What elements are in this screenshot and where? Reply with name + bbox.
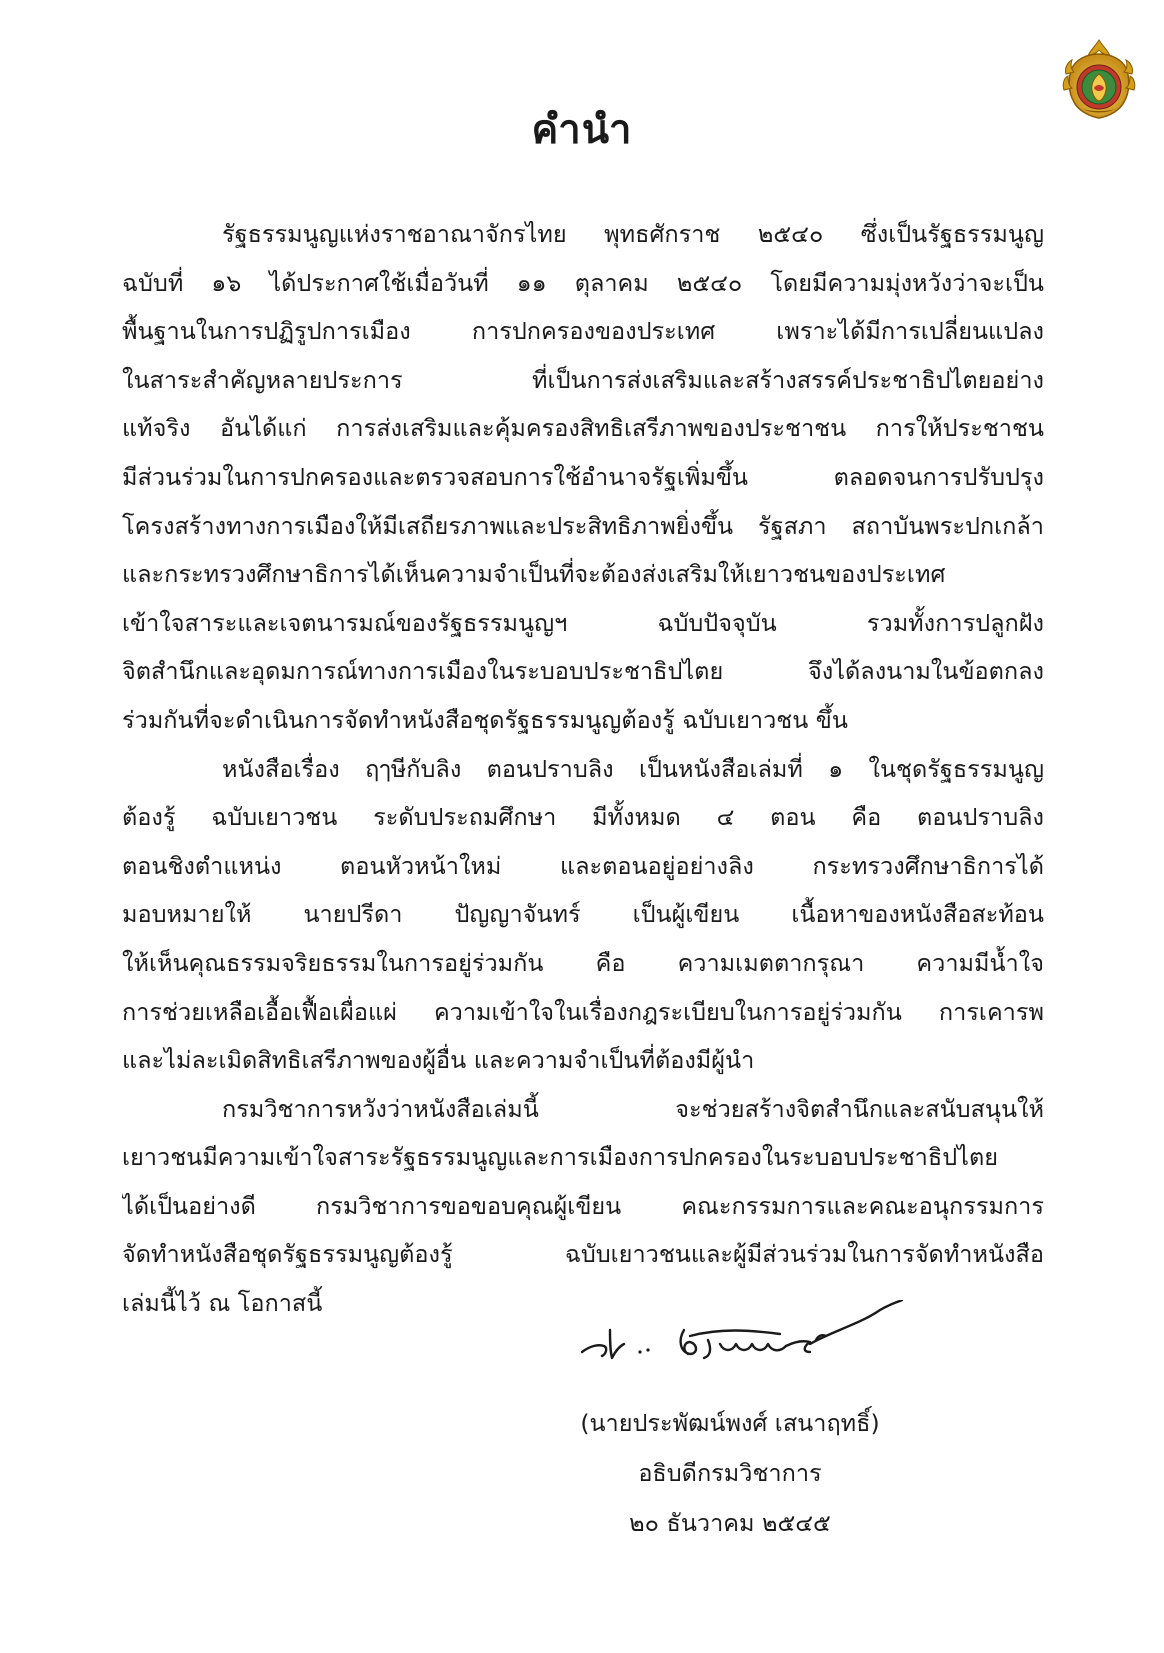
body-text — [122, 210, 1044, 1328]
page-title: คำนำ — [531, 107, 633, 153]
paragraph-1 — [122, 210, 1044, 745]
text-line: รัฐธรรมนูญแห่งราชอาณาจักรไทย พุทธศักราช ๒๕๔๐ ซึ่งเป็นรัฐธรรมนูญ — [222, 220, 1044, 248]
text-line: ฉบับที่ ๑๖ ได้ประกาศใช้เมื่อวันที่ ๑๑ ตุลาคม ๒๕๔๐ โดยมีความมุ่งหวังว่าจะเป็น — [122, 268, 1044, 297]
paragraph-2 — [122, 745, 1044, 1085]
text-line: จิตสำนึกและอุดมการณ์ทางการเมืองในระบอบประชาธิปไตย จึงได้ลงนามในข้อตกลง — [122, 657, 1044, 686]
text-line: โครงสร้างทางการเมืองให้มีเสถียรภาพและประสิทธิภาพยิ่งขึ้น รัฐสภา สถาบันพระปกเกล้า — [122, 511, 1044, 540]
text-line: การช่วยเหลือเอื้อเฟื้อเผื่อแผ่ ความเข้าใจในเรื่องกฎระเบียบในการอยู่ร่วมกัน การเคารพ — [122, 997, 1044, 1026]
text-line: ตอนชิงตำแหน่ง ตอนหัวหน้าใหม่ และตอนอยู่อย่างลิง กระทรวงศึกษาธิการได้ — [122, 851, 1044, 880]
text-line: และกระทรวงศึกษาธิการได้เห็นความจำเป็นที่จะต้องส่งเสริมให้เยาวชนของประเทศ — [122, 560, 946, 589]
text-line: แท้จริง อันได้แก่ การส่งเสริมและคุ้มครองสิทธิเสรีภาพของประชาชน การให้ประชาชน — [122, 414, 1044, 443]
text-line: มีส่วนร่วมในการปกครองและตรวจสอบการใช้อำนาจรัฐเพิ่มขึ้น ตลอดจนการปรับปรุง — [122, 462, 1044, 491]
text-line: พื้นฐานในการปฏิรูปการเมือง การปกครองของประเทศ เพราะได้มีการเปลี่ยนแปลง — [122, 317, 1044, 346]
text-line: เล่มนี้ไว้ ณ โอกาสนี้ — [122, 1289, 323, 1318]
paragraph-3 — [122, 1085, 1044, 1328]
text-line: และไม่ละเมิดสิทธิเสรีภาพของผู้อื่น และความจำเป็นที่ต้องมีผู้นำ — [122, 1046, 755, 1075]
text-line: เข้าใจสาระและเจตนารมณ์ของรัฐธรรมนูญฯ ฉบับปัจจุบัน รวมทั้งการปลูกฝัง — [122, 608, 1044, 637]
signatory-position: อธิบดีกรมวิชาการ — [638, 1459, 822, 1487]
text-line: เยาวชนมีความเข้าใจสาระรัฐธรรมนูญและการเมืองการปกครองในระบอบประชาธิปไตย — [122, 1143, 998, 1172]
handwritten-signature — [580, 1300, 910, 1380]
text-line: มอบหมายให้ นายปรีดา ปัญญาจันทร์ เป็นผู้เขียน เนื้อหาของหนังสือสะท้อน — [122, 900, 1044, 929]
text-line: ให้เห็นคุณธรรมจริยธรรมในการอยู่ร่วมกัน คือ ความเมตตากรุณา ความมีน้ำใจ — [122, 948, 1044, 977]
signatory-name: (นายประพัฒน์พงศ์ เสนาฤทธิ์) — [580, 1409, 880, 1437]
signature-date: ๒๐ ธันวาคม ๒๕๔๕ — [629, 1509, 831, 1537]
text-line: ต้องรู้ ฉบับเยาวชน ระดับประถมศึกษา มีทั้งหมด ๔ ตอน คือ ตอนปราบลิง — [122, 803, 1044, 832]
text-line: จัดทำหนังสือชุดรัฐธรรมนูญต้องรู้ ฉบับเยาวชนและผู้มีส่วนร่วมในการจัดทำหนังสือ — [122, 1240, 1044, 1269]
text-line: กรมวิชาการหวังว่าหนังสือเล่มนี้ จะช่วยสร้างจิตสำนึกและสนับสนุนให้ — [222, 1094, 1044, 1123]
text-line: ร่วมกันที่จะดำเนินการจัดทำหนังสือชุดรัฐธรรมนูญต้องรู้ ฉบับเยาวชน ขึ้น — [122, 705, 848, 734]
text-line: หนังสือเรื่อง ฤๅษีกับลิง ตอนปราบลิง เป็นหนังสือเล่มที่ ๑ ในชุดรัฐธรรมนูญ — [222, 754, 1044, 783]
text-line: ได้เป็นอย่างดี กรมวิชาการขอขอบคุณผู้เขียน คณะกรรมการและคณะอนุกรรมการ — [122, 1191, 1044, 1220]
signatory-block — [540, 1398, 920, 1548]
text-line: ในสาระสำคัญหลายประการ ที่เป็นการส่งเสริมและสร้างสรรค์ประชาธิปไตยอย่าง — [122, 365, 1044, 394]
